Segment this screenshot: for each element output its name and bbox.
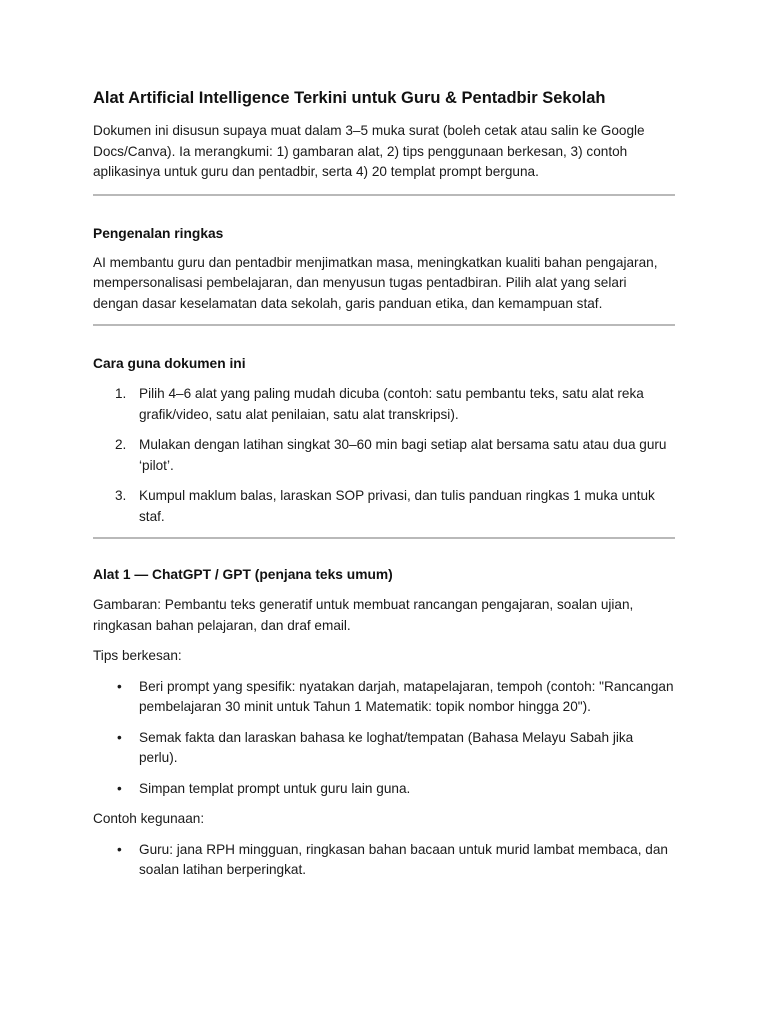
list-item-text: Simpan templat prompt untuk guru lain guna.	[139, 780, 411, 796]
section-usage-heading: Cara guna dokumen ini	[93, 356, 246, 371]
bullet-icon: •	[117, 678, 122, 694]
tool1-tips-list	[93, 677, 675, 800]
list-item	[93, 840, 675, 881]
section-overview-heading: Pengenalan ringkas	[93, 225, 224, 241]
tool1-tips-label: Tips berkesan:	[93, 648, 182, 663]
list-item	[93, 677, 675, 718]
list-number: 2.	[115, 437, 127, 452]
bullet-icon: •	[117, 780, 122, 796]
section-tool1	[93, 565, 675, 881]
list-item	[93, 384, 675, 425]
list-item-text: Mulakan dengan latihan singkat 30–60 min bagi setiap alat bersama satu atau dua guru ‘pilot’.	[139, 437, 667, 473]
list-item-text: Guru: jana RPH mingguan, ringkasan bahan bacaan untuk murid lambat membaca, dan soalan latihan berperingkat.	[139, 841, 668, 877]
list-item-text: Kumpul maklum balas, laraskan SOP privasi, dan tulis panduan ringkas 1 muka untuk staf.	[139, 488, 655, 524]
list-item-text: Pilih 4–6 alat yang paling mudah dicuba (contoh: satu pembantu teks, satu alat reka grafik/video, satu alat penilaian, satu alat transkripsi).	[139, 386, 644, 422]
document-page	[93, 86, 675, 891]
usage-steps-list	[93, 384, 675, 527]
list-item	[93, 435, 675, 476]
document-intro: Dokumen ini disusun supaya muat dalam 3–5 muka surat (boleh cetak atau salin ke Google Docs/Canva). Ia merangkumi: 1) gambaran alat, 2) tips penggunaan berkesan, 3) contoh aplikasinya untuk guru dan pentadbir, serta 4) 20 templat prompt berguna.	[93, 123, 645, 179]
tool1-examples-label: Contoh kegunaan:	[93, 811, 205, 826]
list-item	[93, 486, 675, 527]
document-title: Alat Artificial Intelligence Terkini untuk Guru & Pentadbir Sekolah	[93, 89, 606, 107]
section-divider	[93, 324, 675, 326]
section-tool1-heading: Alat 1 — ChatGPT / GPT (penjana teks umum)	[93, 567, 393, 582]
section-divider	[93, 537, 675, 539]
list-item	[93, 779, 675, 800]
bullet-icon: •	[117, 841, 122, 857]
bullet-icon: •	[117, 729, 122, 745]
section-overview-body: AI membantu guru dan pentadbir menjimatkan masa, meningkatkan kualiti bahan pengajaran, mempersonalisasi pembelajaran, dan menyusun tugas pentadbiran. Pilih alat yang selari dengan dasar keselamatan data sekolah, garis panduan etika, dan kemampuan staf.	[93, 254, 658, 311]
section-overview	[93, 224, 675, 315]
section-divider	[93, 194, 675, 196]
list-item-text: Beri prompt yang spesifik: nyatakan darjah, matapelajaran, tempoh (contoh: "Rancangan pembelajaran 30 minit untuk Tahun 1 Matematik: topik nombor hingga 20").	[139, 678, 674, 714]
list-item-text: Semak fakta dan laraskan bahasa ke loghat/tempatan (Bahasa Melayu Sabah jika perlu).	[139, 729, 634, 765]
section-usage	[93, 354, 675, 527]
list-number: 3.	[115, 488, 127, 503]
tool1-description: Gambaran: Pembantu teks generatif untuk membuat rancangan pengajaran, soalan ujian, ringkasan bahan pelajaran, dan draf email.	[93, 597, 634, 633]
list-number: 1.	[115, 386, 127, 401]
tool1-examples-list	[93, 840, 675, 881]
list-item	[93, 728, 675, 769]
